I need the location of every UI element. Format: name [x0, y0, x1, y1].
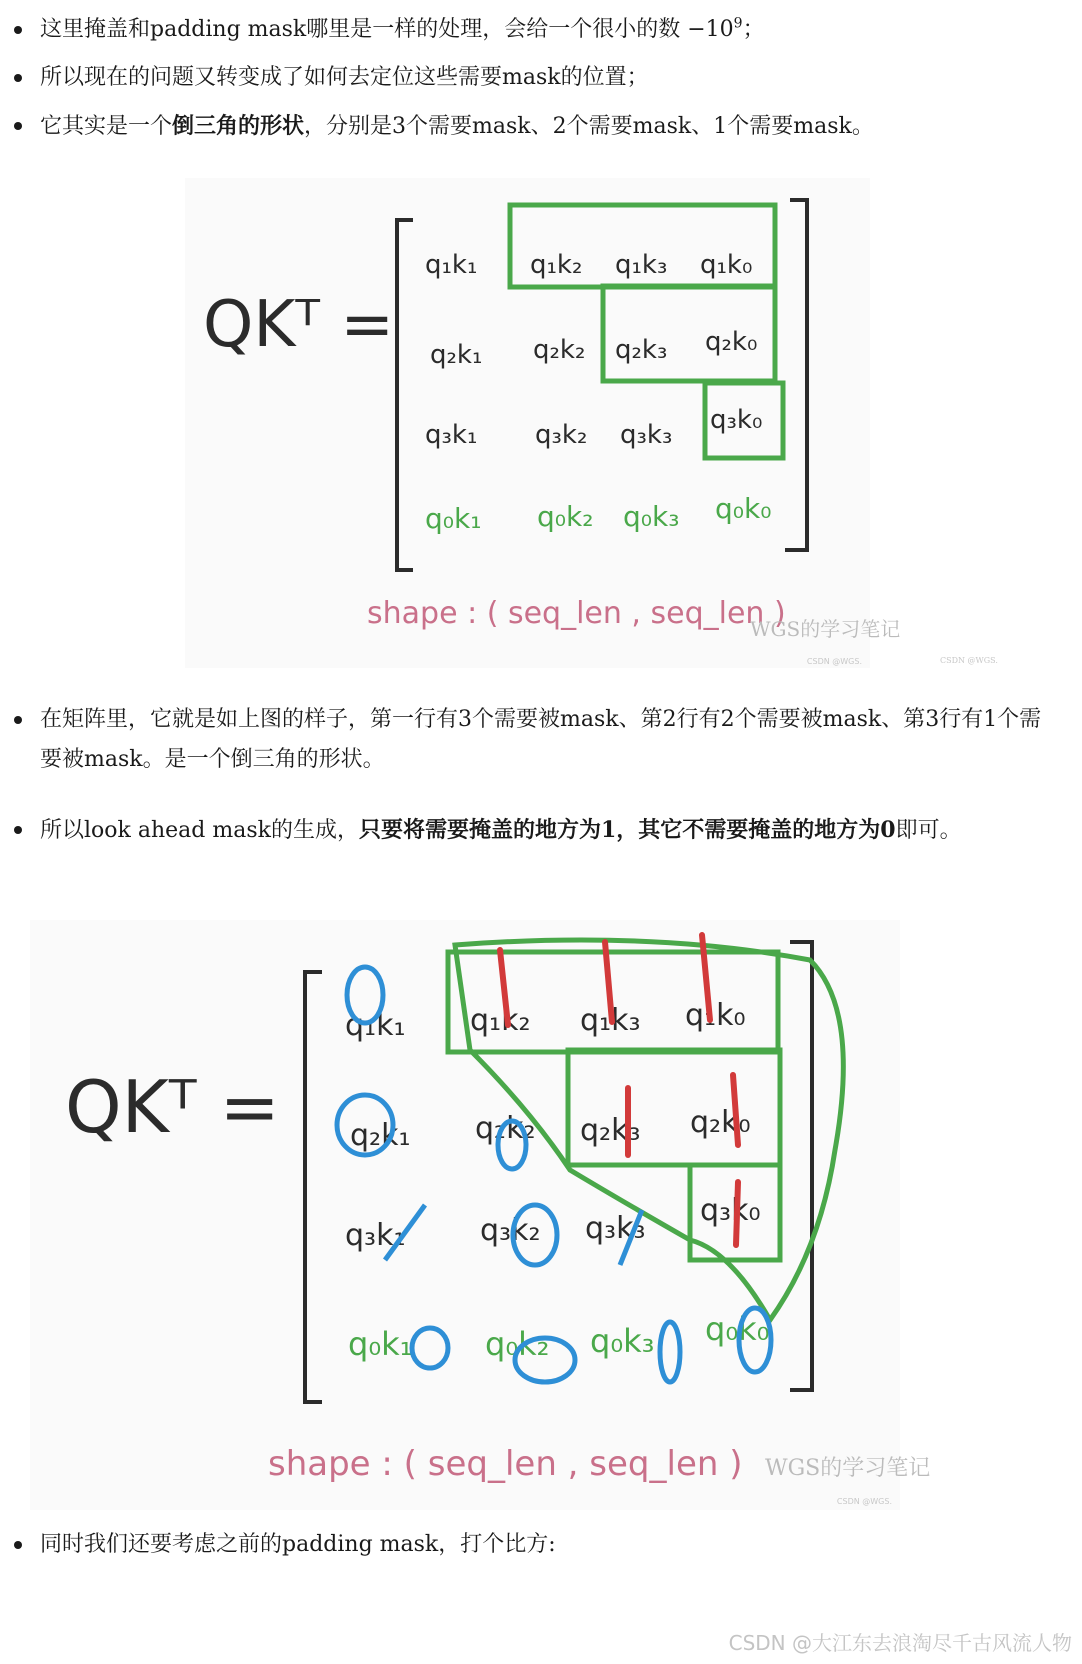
- bullet-text-bold: 只要将需要掩盖的地方为1，其它不需要掩盖的地方为0: [358, 817, 896, 843]
- cell-r3c1: q₃k₁: [345, 1218, 406, 1253]
- circle-r4c3: [660, 1322, 680, 1382]
- right-bracket: [785, 200, 807, 550]
- cell-r3c1: q₃k₁: [425, 420, 478, 450]
- watermark-text: WGS的学习笔记: [750, 617, 901, 641]
- cell-r4c4: q₀k₀: [715, 492, 772, 525]
- cell-r2c3: q₂k₃: [580, 1113, 641, 1148]
- lhs-label: QKᵀ =: [65, 1065, 280, 1149]
- csdn-footer-watermark: CSDN @大江东去浪淘尽千古风流人物: [728, 1631, 1072, 1655]
- shape-annotation: shape : ( seq_len , seq_len ): [268, 1444, 743, 1484]
- bullet-5: [14, 810, 1054, 851]
- figure-1-svg: [185, 178, 998, 668]
- csdn-mini-mark: CSDN @WGS.: [836, 1497, 892, 1506]
- exponent: 9: [733, 15, 743, 32]
- figure-qkt-masked-triangle: [185, 178, 998, 668]
- cell-r3c2: q₃k₂: [535, 420, 588, 450]
- cell-r4c4: q₀k₀: [705, 1310, 770, 1348]
- cell-r3c3: q₃k₃: [585, 1211, 646, 1246]
- cell-r4c3: q₀k₃: [623, 500, 680, 533]
- cell-r1c4: q₁k₀: [700, 250, 753, 280]
- bullet-text-post: ，分别是3个需要mask、2个需要mask、1个需要mask。: [304, 114, 874, 139]
- cell-r4c1: q₀k₁: [425, 502, 482, 535]
- watermark-text: WGS的学习笔记: [765, 1456, 931, 1481]
- cell-r2c2: q₂k₂: [475, 1111, 536, 1146]
- left-bracket: [305, 972, 322, 1402]
- figure-qkt-mask-annotated: [30, 920, 931, 1510]
- bullet-text: 所以现在的问题又转变成了如何去定位这些需要mask的位置；: [40, 65, 649, 90]
- cell-r3c4: q₃k₀: [710, 405, 763, 435]
- bullet-3: [14, 106, 1054, 147]
- bullet-text-bold: 倒三角的形状: [172, 113, 305, 139]
- bullet-2: [14, 58, 1054, 98]
- bullet-tail: ；: [742, 17, 765, 42]
- cell-r2c3: q₂k₃: [615, 335, 668, 365]
- csdn-mini-mark: CSDN @WGS.: [806, 657, 862, 666]
- cell-r1c2: q₁k₂: [530, 250, 583, 280]
- bullet-dot: [14, 716, 22, 724]
- bullet-1: [14, 10, 1054, 50]
- cell-r2c4: q₂k₀: [690, 1105, 751, 1140]
- cell-r1c1: q₁k₁: [425, 250, 478, 280]
- bullet-dot: [14, 26, 22, 34]
- cell-r3c3: q₃k₃: [620, 420, 673, 450]
- shape-annotation: shape : ( seq_len , seq_len ): [367, 596, 786, 631]
- cell-r4c2: q₀k₂: [537, 500, 594, 533]
- cell-r4c2: q₀k₂: [485, 1325, 550, 1363]
- bullet-dot: [14, 826, 22, 834]
- cell-r2c1: q₂k₁: [430, 340, 483, 370]
- bullet-text: 同时我们还要考虑之前的padding mask，打个比方:: [40, 1532, 556, 1557]
- bullet-4: [14, 700, 1054, 780]
- cell-r2c4: q₂k₀: [705, 327, 758, 357]
- cell-r2c1: q₂k₁: [350, 1118, 411, 1153]
- cell-r3c2: q₃k₂: [480, 1213, 541, 1248]
- cell-r1c2: q₁k₂: [470, 1003, 531, 1038]
- lhs-label: QKᵀ =: [203, 288, 394, 362]
- cell-r4c1: q₀k₁: [348, 1325, 413, 1363]
- cell-r3c4: q₃k₀: [700, 1193, 761, 1228]
- cell-r4c3: q₀k₃: [590, 1322, 655, 1360]
- csdn-mini-mark: CSDN @WGS.: [940, 656, 998, 665]
- bullet-text: 在矩阵里，它就是如上图的样子，第一行有3个需要被mask、第2行有2个需要被mask、第3行有1个需要被mask。是一个倒三角的形状。: [40, 707, 1042, 772]
- cell-r1c3: q₁k₃: [615, 250, 668, 280]
- bullet-6: [14, 1525, 1054, 1565]
- bullet-text-pre: 它其实是一个: [40, 114, 173, 139]
- cell-r1c1: q₁k₁: [345, 1008, 406, 1043]
- bullet-text-pre: 所以look ahead mask的生成，: [40, 818, 359, 843]
- bullet-text-post: 即可。: [895, 818, 962, 843]
- figure-2-svg: [30, 920, 931, 1510]
- bullet-dot: [14, 1541, 22, 1549]
- cell-r1c4: q₁k₀: [685, 998, 746, 1033]
- left-bracket: [397, 220, 413, 570]
- right-bracket: [790, 942, 812, 1390]
- bullet-dot: [14, 122, 22, 130]
- bullet-dot: [14, 74, 22, 82]
- strike-r3c4: [736, 1182, 738, 1245]
- cell-r1c3: q₁k₃: [580, 1003, 641, 1038]
- cell-r2c2: q₂k₂: [533, 335, 586, 365]
- bullet-text: 这里掩盖和padding mask哪里是一样的处理，会给一个很小的数 −10: [40, 17, 734, 42]
- circle-r4c1: [412, 1328, 448, 1368]
